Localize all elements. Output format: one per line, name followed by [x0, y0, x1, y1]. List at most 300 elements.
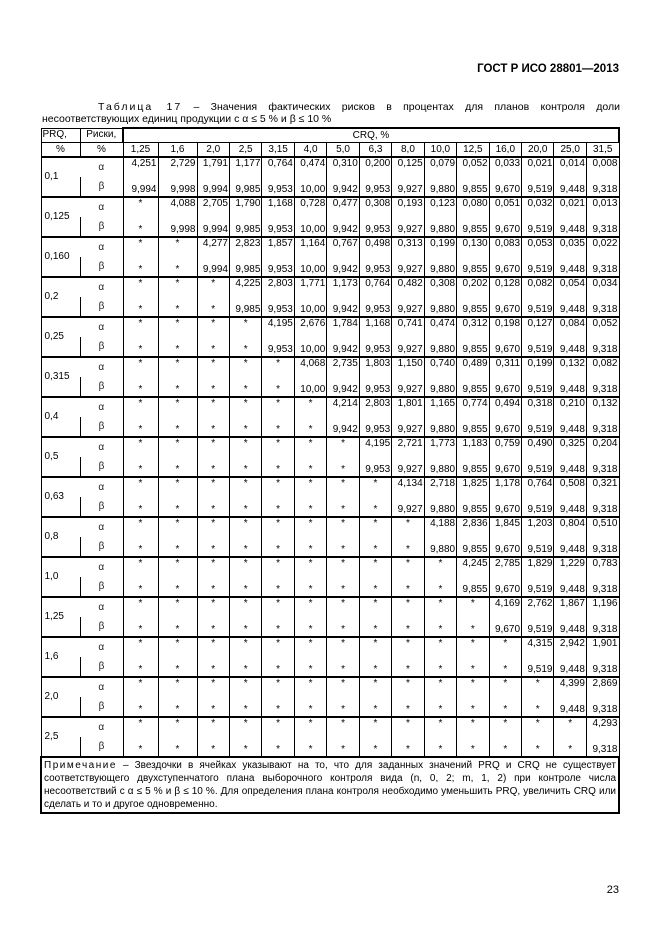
- beta-cell: 9,880: [424, 377, 456, 397]
- beta-cell: *: [262, 457, 294, 477]
- alpha-cell: *: [327, 557, 359, 577]
- beta-cell: 9,880: [424, 177, 456, 197]
- beta-cell: 9,998: [158, 217, 197, 237]
- beta-cell: *: [197, 737, 229, 757]
- beta-cell: 9,953: [262, 257, 294, 277]
- alpha-cell: *: [294, 477, 326, 497]
- alpha-cell: 2,785: [489, 557, 521, 577]
- beta-cell: 9,670: [489, 297, 521, 317]
- beta-cell: *: [359, 617, 391, 637]
- alpha-cell: 1,164: [294, 237, 326, 257]
- beta-cell: *: [327, 577, 359, 597]
- alpha-cell: *: [262, 637, 294, 657]
- alpha-cell: *: [489, 637, 521, 657]
- alpha-cell: 0,013: [586, 197, 619, 217]
- alpha-cell: *: [158, 397, 197, 417]
- alpha-cell: 0,127: [522, 317, 554, 337]
- table-row-beta: [41, 537, 619, 557]
- table-note: [41, 757, 619, 813]
- alpha-cell: *: [392, 517, 424, 537]
- table-row-alpha: [41, 357, 619, 377]
- beta-cell: 9,985: [229, 257, 261, 277]
- alpha-cell: 0,482: [392, 277, 424, 297]
- beta-cell: *: [457, 657, 489, 677]
- beta-cell: *: [359, 497, 391, 517]
- alpha-cell: 1,867: [554, 597, 586, 617]
- table-row-alpha: [41, 477, 619, 497]
- alpha-cell: 0,035: [554, 237, 586, 257]
- crq-column-header: 6,3: [359, 143, 391, 158]
- beta-cell: 9,318: [586, 417, 619, 437]
- risk-beta-label: β: [80, 417, 123, 437]
- alpha-cell: 0,084: [554, 317, 586, 337]
- alpha-cell: *: [123, 197, 158, 217]
- alpha-cell: 4,134: [392, 477, 424, 497]
- note-label: Примечание: [44, 760, 117, 771]
- alpha-cell: 0,080: [457, 197, 489, 217]
- table-row-alpha: [41, 637, 619, 657]
- alpha-cell: *: [262, 557, 294, 577]
- beta-cell: 9,880: [424, 497, 456, 517]
- beta-cell: *: [294, 457, 326, 477]
- alpha-cell: 1,803: [359, 357, 391, 377]
- prq-value: 0,63: [41, 477, 80, 517]
- beta-cell: *: [197, 417, 229, 437]
- alpha-cell: *: [359, 477, 391, 497]
- alpha-cell: *: [123, 717, 158, 737]
- beta-cell: *: [197, 377, 229, 397]
- risk-beta-label: β: [80, 337, 123, 357]
- beta-cell: 9,670: [489, 377, 521, 397]
- alpha-cell: *: [262, 477, 294, 497]
- alpha-cell: *: [294, 677, 326, 697]
- risk-beta-label: β: [80, 377, 123, 397]
- beta-cell: *: [327, 537, 359, 557]
- table-row-alpha: [41, 277, 619, 297]
- beta-cell: *: [294, 697, 326, 717]
- alpha-cell: *: [327, 477, 359, 497]
- alpha-cell: *: [123, 437, 158, 457]
- alpha-cell: *: [359, 517, 391, 537]
- alpha-cell: *: [197, 397, 229, 417]
- alpha-cell: *: [327, 437, 359, 457]
- risk-beta-label: β: [80, 217, 123, 237]
- alpha-cell: 0,740: [424, 357, 456, 377]
- beta-cell: 9,318: [586, 217, 619, 237]
- alpha-cell: *: [158, 357, 197, 377]
- beta-cell: 9,448: [554, 697, 586, 717]
- beta-cell: *: [294, 537, 326, 557]
- alpha-cell: *: [197, 557, 229, 577]
- beta-cell: 9,880: [424, 537, 456, 557]
- beta-cell: 9,670: [489, 417, 521, 437]
- alpha-cell: 0,132: [586, 397, 619, 417]
- beta-cell: 9,942: [327, 377, 359, 397]
- beta-cell: 9,953: [262, 297, 294, 317]
- table-row-beta: [41, 297, 619, 317]
- prq-value: 1,25: [41, 597, 80, 637]
- alpha-cell: 4,068: [294, 357, 326, 377]
- alpha-cell: *: [327, 597, 359, 617]
- beta-cell: 9,953: [262, 217, 294, 237]
- beta-cell: 9,880: [424, 337, 456, 357]
- crq-column-header: 31,5: [586, 143, 619, 158]
- beta-cell: *: [359, 737, 391, 757]
- alpha-cell: *: [229, 557, 261, 577]
- alpha-cell: 0,318: [522, 397, 554, 417]
- crq-column-header: 2,5: [229, 143, 261, 158]
- alpha-cell: 0,034: [586, 277, 619, 297]
- beta-cell: *: [158, 497, 197, 517]
- risk-alpha-label: α: [80, 597, 123, 617]
- alpha-cell: *: [424, 637, 456, 657]
- beta-cell: 9,855: [457, 417, 489, 437]
- beta-cell: 9,942: [327, 177, 359, 197]
- beta-cell: 10,00: [294, 297, 326, 317]
- alpha-cell: *: [489, 717, 521, 737]
- alpha-cell: *: [359, 637, 391, 657]
- risk-alpha-label: α: [80, 237, 123, 257]
- beta-cell: 9,670: [489, 497, 521, 517]
- beta-cell: 9,880: [424, 217, 456, 237]
- beta-cell: 9,942: [327, 217, 359, 237]
- beta-cell: 9,998: [158, 177, 197, 197]
- alpha-cell: 4,293: [586, 717, 619, 737]
- beta-cell: 9,880: [424, 457, 456, 477]
- alpha-cell: *: [197, 517, 229, 537]
- caption-text-1: – Значения фактических рисков в процентах для планов контроля доли: [182, 101, 620, 113]
- beta-cell: 9,927: [392, 457, 424, 477]
- beta-cell: 9,519: [522, 337, 554, 357]
- beta-cell: *: [262, 377, 294, 397]
- risk-beta-label: β: [80, 737, 123, 757]
- beta-cell: *: [359, 577, 391, 597]
- beta-cell: 9,448: [554, 417, 586, 437]
- caption-text-2: несоответствующих единиц продукции с α ≤ 5 % и β ≤ 10 %: [42, 113, 332, 125]
- alpha-cell: *: [158, 237, 197, 257]
- alpha-cell: *: [294, 437, 326, 457]
- alpha-cell: 2,803: [262, 277, 294, 297]
- alpha-cell: 1,825: [457, 477, 489, 497]
- table-row-beta: [41, 617, 619, 637]
- alpha-cell: *: [229, 437, 261, 457]
- beta-cell: *: [158, 697, 197, 717]
- risk-beta-label: β: [80, 297, 123, 317]
- alpha-cell: *: [554, 717, 586, 737]
- beta-cell: *: [123, 457, 158, 477]
- beta-cell: 9,927: [392, 337, 424, 357]
- beta-cell: *: [262, 617, 294, 637]
- beta-cell: 9,953: [262, 177, 294, 197]
- alpha-cell: 1,177: [229, 157, 261, 177]
- alpha-cell: 1,845: [489, 517, 521, 537]
- beta-cell: *: [123, 737, 158, 757]
- alpha-cell: 4,088: [158, 197, 197, 217]
- beta-cell: *: [158, 737, 197, 757]
- alpha-cell: 0,764: [522, 477, 554, 497]
- alpha-cell: *: [262, 357, 294, 377]
- alpha-cell: *: [197, 597, 229, 617]
- alpha-cell: 0,083: [489, 237, 521, 257]
- beta-cell: *: [327, 737, 359, 757]
- beta-cell: 9,519: [522, 577, 554, 597]
- alpha-cell: 0,759: [489, 437, 521, 457]
- beta-cell: *: [229, 577, 261, 597]
- crq-column-header: 4,0: [294, 143, 326, 158]
- alpha-cell: *: [392, 717, 424, 737]
- alpha-cell: *: [294, 557, 326, 577]
- alpha-cell: *: [294, 597, 326, 617]
- beta-cell: *: [262, 497, 294, 517]
- beta-cell: 9,448: [554, 377, 586, 397]
- beta-cell: *: [229, 537, 261, 557]
- beta-cell: *: [489, 657, 521, 677]
- alpha-cell: 0,308: [359, 197, 391, 217]
- alpha-cell: 1,773: [424, 437, 456, 457]
- alpha-cell: 1,771: [294, 277, 326, 297]
- alpha-cell: 0,494: [489, 397, 521, 417]
- beta-cell: 9,670: [489, 537, 521, 557]
- alpha-cell: 4,225: [229, 277, 261, 297]
- alpha-cell: *: [392, 677, 424, 697]
- header-risk: Риски,: [80, 128, 123, 143]
- beta-cell: *: [197, 337, 229, 357]
- beta-cell: *: [392, 577, 424, 597]
- beta-cell: 9,855: [457, 337, 489, 357]
- alpha-cell: 0,783: [586, 557, 619, 577]
- beta-cell: *: [327, 657, 359, 677]
- alpha-cell: 2,729: [158, 157, 197, 177]
- table-row-beta: [41, 577, 619, 597]
- alpha-cell: 0,741: [392, 317, 424, 337]
- crq-column-header: 8,0: [392, 143, 424, 158]
- beta-cell: 9,855: [457, 457, 489, 477]
- beta-cell: *: [123, 297, 158, 317]
- beta-cell: 9,880: [424, 297, 456, 317]
- alpha-cell: *: [123, 517, 158, 537]
- risk-alpha-label: α: [80, 557, 123, 577]
- crq-column-header: 2,0: [197, 143, 229, 158]
- prq-value: 0,315: [41, 357, 80, 397]
- beta-cell: 9,927: [392, 217, 424, 237]
- table-row-alpha: [41, 397, 619, 417]
- risk-alpha-label: α: [80, 437, 123, 457]
- beta-cell: *: [123, 657, 158, 677]
- alpha-cell: *: [123, 637, 158, 657]
- beta-cell: 9,985: [229, 297, 261, 317]
- alpha-cell: 1,168: [262, 197, 294, 217]
- beta-cell: 9,519: [522, 537, 554, 557]
- alpha-cell: 0,198: [489, 317, 521, 337]
- beta-cell: *: [262, 417, 294, 437]
- beta-cell: 9,953: [359, 417, 391, 437]
- beta-cell: *: [123, 417, 158, 437]
- beta-cell: *: [457, 617, 489, 637]
- alpha-cell: *: [197, 717, 229, 737]
- alpha-cell: *: [327, 677, 359, 697]
- alpha-cell: 0,474: [424, 317, 456, 337]
- beta-cell: 9,318: [586, 617, 619, 637]
- alpha-cell: *: [327, 637, 359, 657]
- beta-cell: *: [392, 697, 424, 717]
- risk-beta-label: β: [80, 657, 123, 677]
- alpha-cell: 0,312: [457, 317, 489, 337]
- beta-cell: *: [123, 377, 158, 397]
- alpha-cell: 0,054: [554, 277, 586, 297]
- risk-alpha-label: α: [80, 517, 123, 537]
- beta-cell: 9,994: [197, 257, 229, 277]
- beta-cell: 9,927: [392, 297, 424, 317]
- table-row-alpha: [41, 317, 619, 337]
- alpha-cell: *: [158, 677, 197, 697]
- beta-cell: 9,880: [424, 257, 456, 277]
- beta-cell: 9,942: [327, 337, 359, 357]
- table-row-beta: [41, 377, 619, 397]
- alpha-cell: 2,869: [586, 677, 619, 697]
- alpha-cell: 0,021: [522, 157, 554, 177]
- alpha-cell: 0,474: [294, 157, 326, 177]
- beta-cell: *: [197, 457, 229, 477]
- beta-cell: 9,318: [586, 337, 619, 357]
- alpha-cell: 0,082: [522, 277, 554, 297]
- beta-cell: 9,318: [586, 737, 619, 757]
- crq-column-header: 5,0: [327, 143, 359, 158]
- alpha-cell: 0,053: [522, 237, 554, 257]
- beta-cell: 9,519: [522, 377, 554, 397]
- risk-beta-label: β: [80, 617, 123, 637]
- beta-cell: *: [197, 537, 229, 557]
- table-row-beta: [41, 697, 619, 717]
- alpha-cell: *: [229, 717, 261, 737]
- beta-cell: 9,519: [522, 417, 554, 437]
- beta-cell: *: [262, 537, 294, 557]
- alpha-cell: 0,508: [554, 477, 586, 497]
- beta-cell: 9,953: [359, 297, 391, 317]
- beta-cell: 9,318: [586, 497, 619, 517]
- beta-cell: 9,318: [586, 577, 619, 597]
- crq-column-header: 25,0: [554, 143, 586, 158]
- beta-cell: *: [158, 577, 197, 597]
- risk-beta-label: β: [80, 497, 123, 517]
- alpha-cell: *: [158, 637, 197, 657]
- beta-cell: *: [123, 217, 158, 237]
- alpha-cell: 1,784: [327, 317, 359, 337]
- beta-cell: *: [392, 537, 424, 557]
- beta-cell: 9,519: [522, 177, 554, 197]
- beta-cell: 9,318: [586, 377, 619, 397]
- beta-cell: 10,00: [294, 177, 326, 197]
- alpha-cell: 0,728: [294, 197, 326, 217]
- beta-cell: 9,953: [262, 337, 294, 357]
- alpha-cell: *: [424, 557, 456, 577]
- alpha-cell: *: [123, 557, 158, 577]
- beta-cell: 9,448: [554, 297, 586, 317]
- beta-cell: 10,00: [294, 337, 326, 357]
- beta-cell: 9,953: [359, 257, 391, 277]
- beta-cell: 9,927: [392, 417, 424, 437]
- beta-cell: 9,318: [586, 257, 619, 277]
- beta-cell: 9,670: [489, 617, 521, 637]
- beta-cell: *: [262, 577, 294, 597]
- beta-cell: 9,985: [229, 177, 261, 197]
- alpha-cell: *: [197, 637, 229, 657]
- alpha-cell: 1,173: [327, 277, 359, 297]
- beta-cell: 9,670: [489, 457, 521, 477]
- prq-value: 0,160: [41, 237, 80, 277]
- beta-cell: 10,00: [294, 257, 326, 277]
- beta-cell: *: [392, 617, 424, 637]
- table-row-alpha: [41, 597, 619, 617]
- prq-value: 1,6: [41, 637, 80, 677]
- beta-cell: *: [229, 337, 261, 357]
- alpha-cell: *: [359, 677, 391, 697]
- beta-cell: 9,985: [229, 217, 261, 237]
- beta-cell: *: [424, 577, 456, 597]
- alpha-cell: *: [294, 517, 326, 537]
- beta-cell: 10,00: [294, 217, 326, 237]
- alpha-cell: 0,032: [522, 197, 554, 217]
- alpha-cell: *: [522, 717, 554, 737]
- beta-cell: *: [424, 617, 456, 637]
- alpha-cell: 0,204: [586, 437, 619, 457]
- beta-cell: 9,880: [424, 417, 456, 437]
- risk-table: [40, 127, 620, 814]
- beta-cell: *: [489, 737, 521, 757]
- alpha-cell: *: [392, 637, 424, 657]
- beta-cell: 9,670: [489, 177, 521, 197]
- alpha-cell: *: [197, 437, 229, 457]
- beta-cell: *: [229, 457, 261, 477]
- beta-cell: *: [197, 297, 229, 317]
- alpha-cell: 2,942: [554, 637, 586, 657]
- risk-alpha-label: α: [80, 357, 123, 377]
- crq-column-header: 12,5: [457, 143, 489, 158]
- prq-value: 0,2: [41, 277, 80, 317]
- table-row-alpha: [41, 677, 619, 697]
- alpha-cell: *: [229, 397, 261, 417]
- alpha-cell: *: [294, 637, 326, 657]
- alpha-cell: 0,130: [457, 237, 489, 257]
- beta-cell: *: [229, 657, 261, 677]
- beta-cell: 9,318: [586, 297, 619, 317]
- alpha-cell: *: [197, 477, 229, 497]
- risk-alpha-label: α: [80, 637, 123, 657]
- beta-cell: 9,448: [554, 617, 586, 637]
- header-prq-unit: %: [41, 143, 80, 158]
- risk-beta-label: β: [80, 577, 123, 597]
- alpha-cell: 4,245: [457, 557, 489, 577]
- prq-value: 0,25: [41, 317, 80, 357]
- beta-cell: 9,448: [554, 457, 586, 477]
- beta-cell: *: [424, 657, 456, 677]
- header-prq: PRQ,: [41, 128, 80, 143]
- prq-value: 0,8: [41, 517, 80, 557]
- alpha-cell: 0,774: [457, 397, 489, 417]
- alpha-cell: *: [392, 557, 424, 577]
- alpha-cell: *: [158, 517, 197, 537]
- beta-cell: *: [197, 697, 229, 717]
- beta-cell: 9,855: [457, 217, 489, 237]
- alpha-cell: *: [229, 637, 261, 657]
- crq-column-header: 16,0: [489, 143, 521, 158]
- beta-cell: 9,855: [457, 177, 489, 197]
- alpha-cell: 4,214: [327, 397, 359, 417]
- alpha-cell: 0,764: [262, 157, 294, 177]
- alpha-cell: *: [229, 477, 261, 497]
- beta-cell: *: [457, 697, 489, 717]
- table-row-beta: [41, 337, 619, 357]
- alpha-cell: 0,033: [489, 157, 521, 177]
